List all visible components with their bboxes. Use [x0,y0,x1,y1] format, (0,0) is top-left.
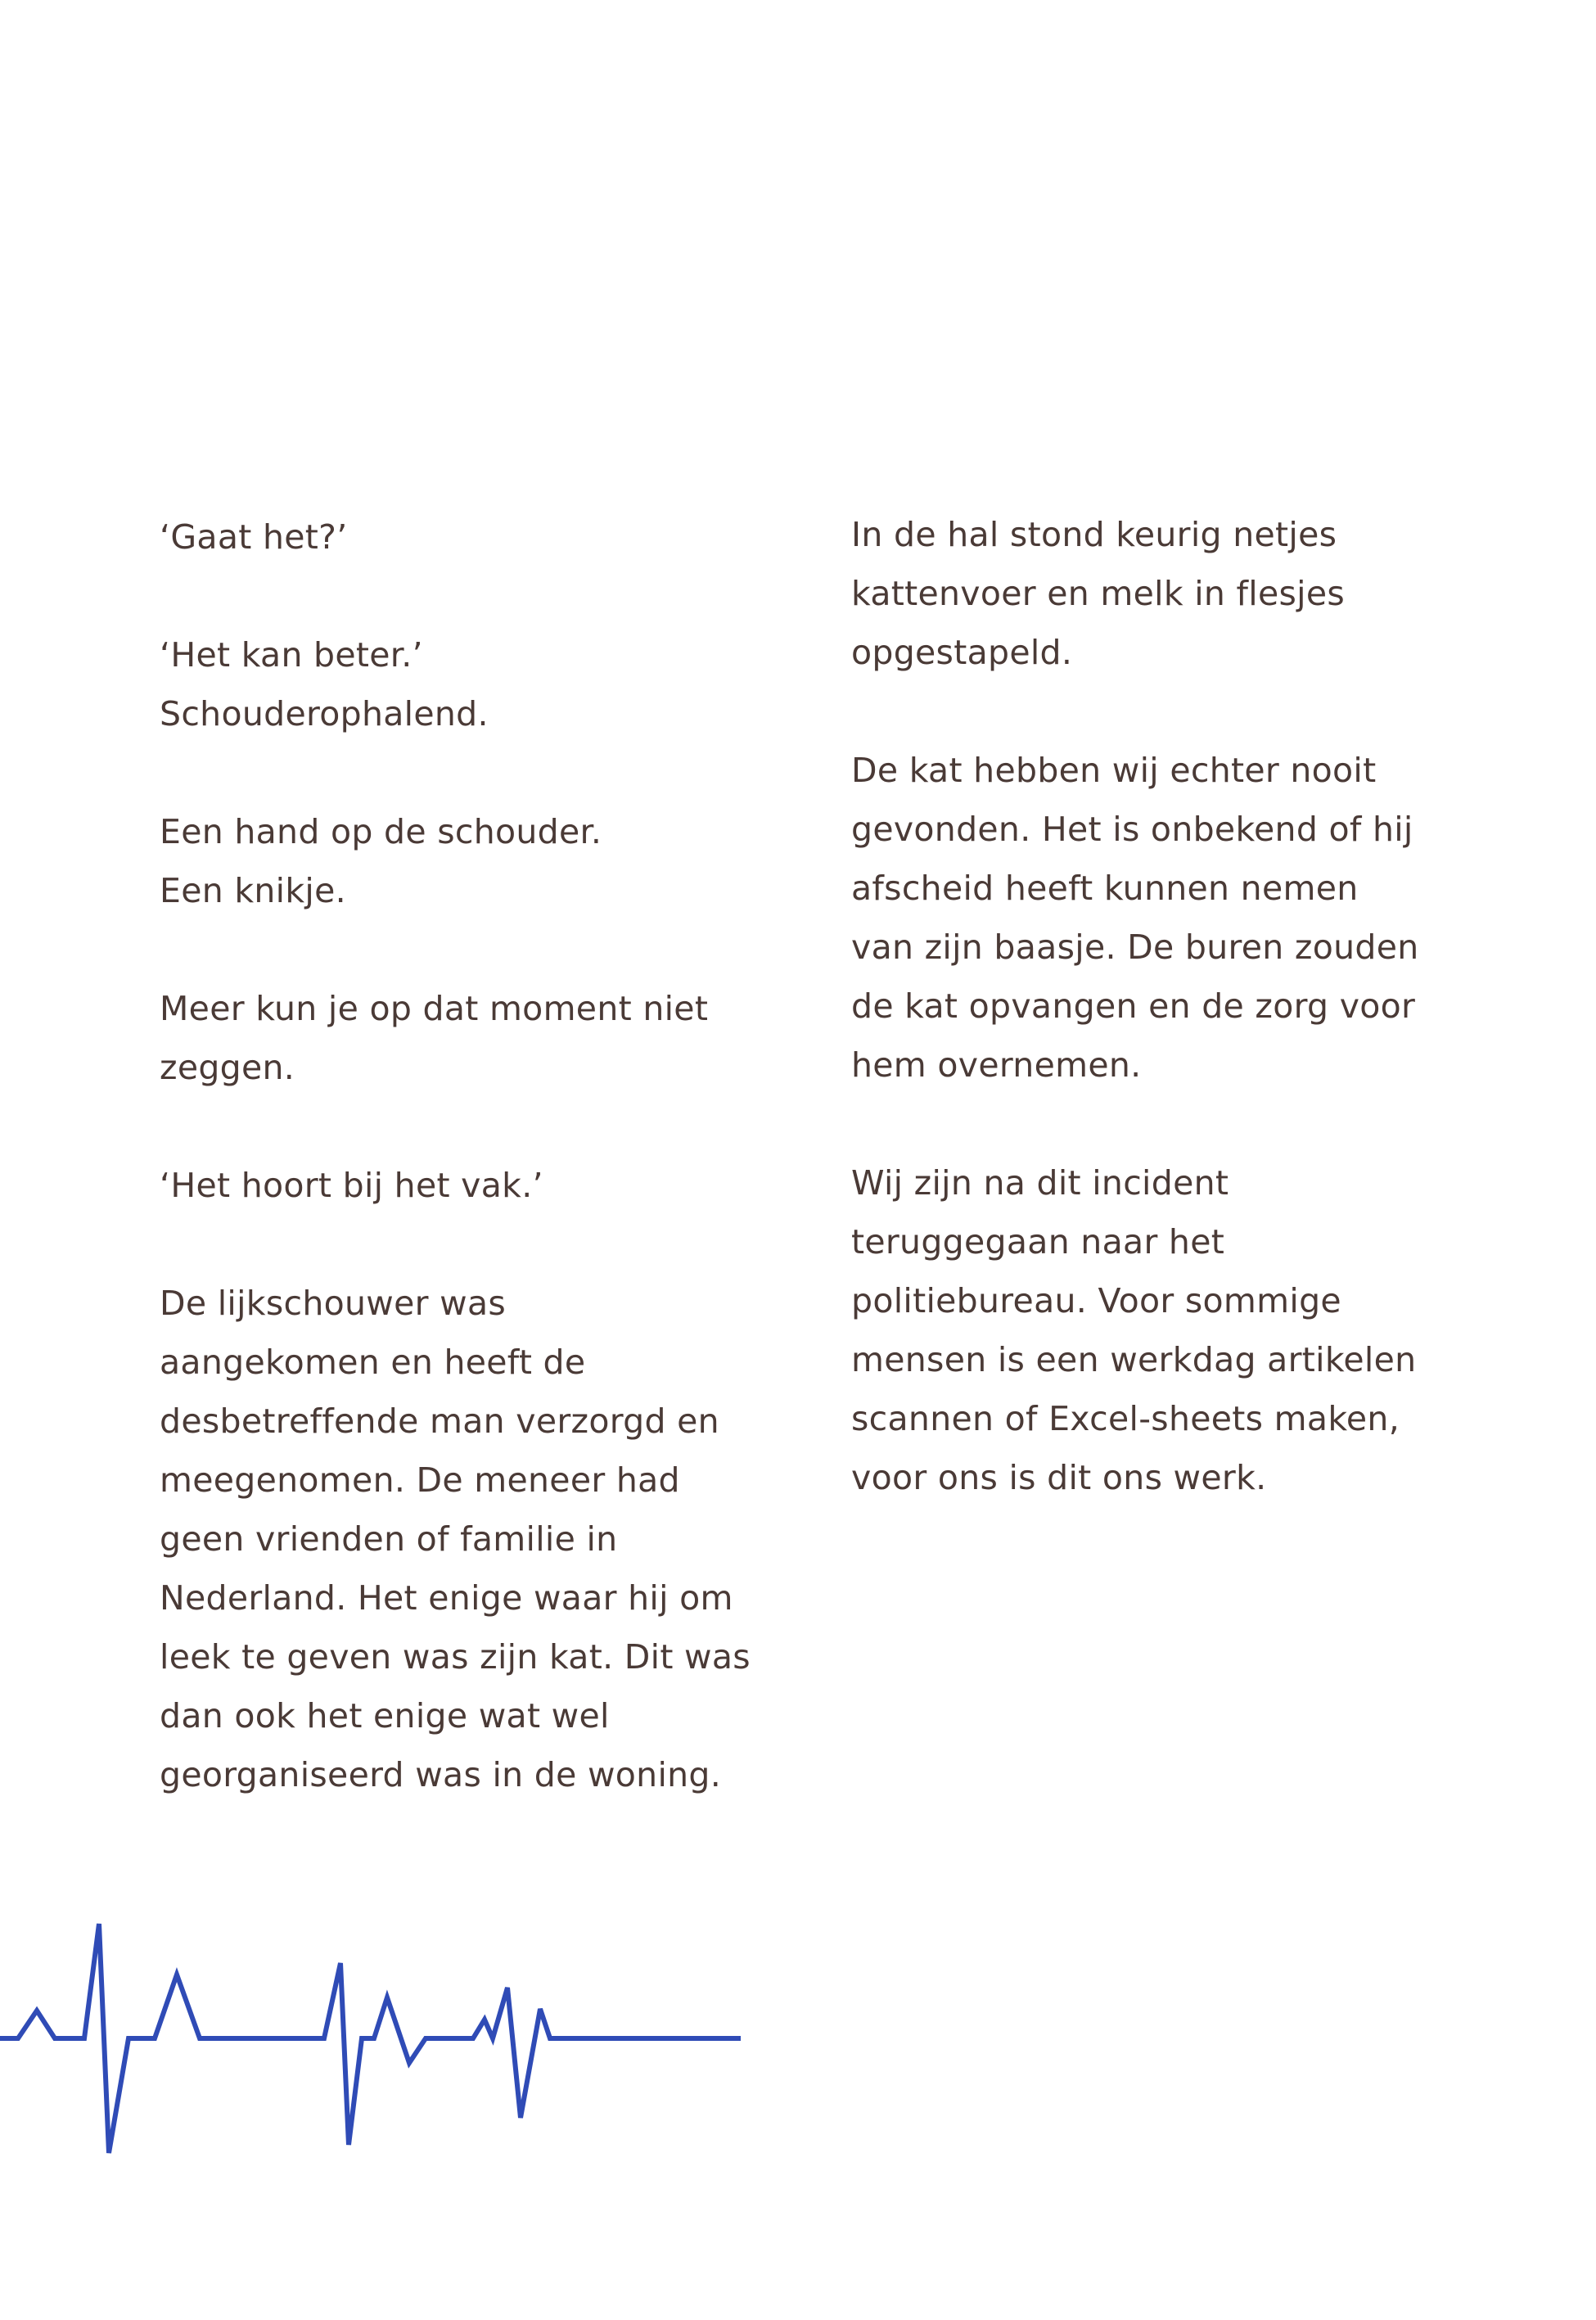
paragraph-gaat-het: ‘Gaat het?’ [160,517,348,557]
paragraph-meer-kun-je: Meer kun je op dat moment niet zeggen. [160,989,709,1087]
paragraph-politiebureau: Wij zijn na dit incident teruggegaan naar het politiebureau. Voor sommige mensen is een werkdag artikelen scannen of Excel-sheets maken, voor ons is dit ons werk. [851,1163,1417,1497]
heartbeat-line-icon [0,1907,753,2169]
left-text-column [160,508,765,1863]
paragraph-het-kan-beter: ‘Het kan beter.’ Schouderophalend. [160,635,489,733]
right-text-column [851,505,1473,1566]
paragraph-lijkschouwer: De lijkschouwer was aangekomen en heeft de desbetreffende man verzorgd en meegenomen. De meneer had geen vrienden of familie in Nederland. Het enige waar hij om leek te geven was zijn kat. Dit was dan ook het enige wat wel georganiseerd was in de woning. [160,1284,751,1794]
paragraph-kat-nooit-gevonden: De kat hebben wij echter nooit gevonden. Het is onbekend of hij afscheid heeft kunnen nemen van zijn baasje. De buren zouden de kat opvangen en de zorg voor hem overnemen. [851,751,1419,1085]
paragraph-hand-op-schouder: Een hand op de schouder. Een knikje. [160,812,602,910]
paragraph-hal-kattenvoer: In de hal stond keurig netjes kattenvoer en melk in flesjes opgestapeld. [851,515,1346,672]
paragraph-hoort-bij-vak: ‘Het hoort bij het vak.’ [160,1166,543,1205]
